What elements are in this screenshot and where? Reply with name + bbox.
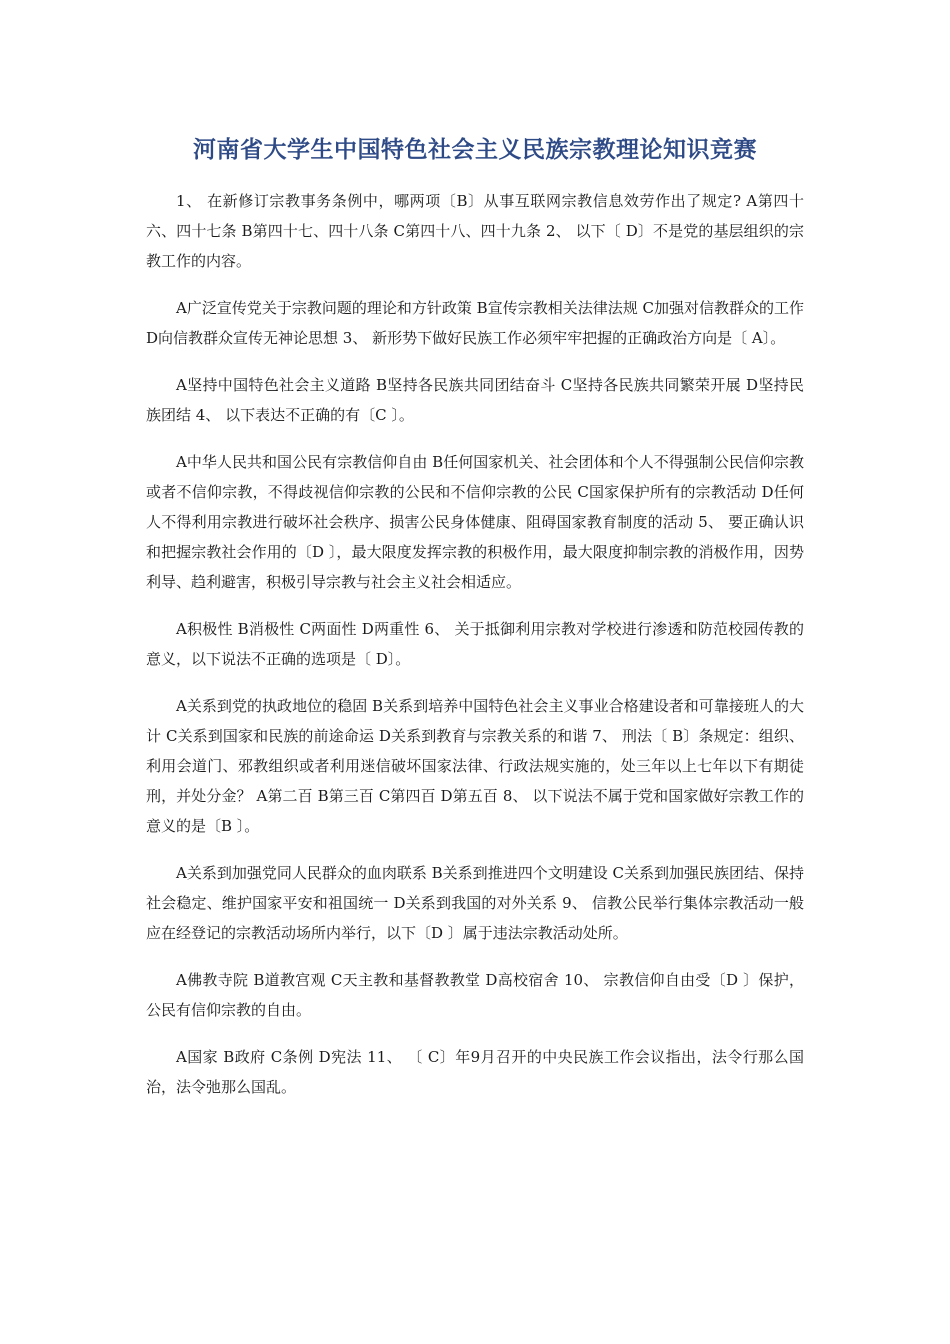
document-page	[146, 128, 804, 1102]
paragraph-4: A中华人民共和国公民有宗教信仰自由 B任何国家机关、社会团体和个人不得强制公民信仰宗教或者不信仰宗教，不得歧视信仰宗教的公民和不信仰宗教的公民 C国家保护所有的宗教活动 D任何人不得利用宗教进行破坏社会秩序、损害公民身体健康、阻碍国家教育制度的活动 5、 要正确认识和把握宗教社会作用的〔D 〕，最大限度发挥宗教的积极作用，最大限度抑制宗教的消极作用，因势利导、趋利避害，积极引导宗教与社会主义社会相适应。	[146, 453, 804, 591]
paragraph-8: A佛教寺院 B道教宫观 C天主教和基督教教堂 D高校宿舍 10、 宗教信仰自由受〔D 〕保护，公民有信仰宗教的自由。	[146, 971, 804, 1019]
paragraph-2: A广泛宣传党关于宗教问题的理论和方针政策 B宣传宗教相关法律法规 C加强对信教群众的工作 D向信教群众宣传无神论思想 3、 新形势下做好民族工作必须牢牢把握的正确政治方向是〔 A〕。	[146, 299, 804, 347]
paragraph-1: 1、 在新修订宗教事务条例中，哪两项〔B〕从事互联网宗教信息效劳作出了规定? A第四十六、四十七条 B第四十七、四十八条 C第四十八、四十九条 2、 以下〔 D〕不是党的基层组织的宗教工作的内容。	[146, 192, 804, 270]
paragraph-3: A坚持中国特色社会主义道路 B坚持各民族共同团结奋斗 C坚持各民族共同繁荣开展 D坚持民族团结 4、 以下表达不正确的有〔C 〕。	[146, 376, 804, 424]
paragraph-9: A国家 B政府 C条例 D宪法 11、 〔 C〕年9月召开的中央民族工作会议指出，法令行那么国治，法令弛那么国乱。	[146, 1048, 804, 1096]
paragraph-6: A关系到党的执政地位的稳固 B关系到培养中国特色社会主义事业合格建设者和可靠接班人的大计 C关系到国家和民族的前途命运 D关系到教育与宗教关系的和谐 7、 刑法〔 B〕条规定：组织、利用会道门、邪教组织或者利用迷信破坏国家法律、行政法规实施的，处三年以上七年以下有期徒刑，并处分金？ A第二百 B第三百 C第四百 D第五百 8、 以下说法不属于党和国家做好宗教工作的意义的是〔B 〕。	[146, 697, 804, 835]
document-title: 河南省大学生中国特色社会主义民族宗教理论知识竞赛	[193, 137, 757, 163]
paragraph-7: A关系到加强党同人民群众的血肉联系 B关系到推进四个文明建设 C关系到加强民族团结、保持社会稳定、维护国家平安和祖国统一 D关系到我国的对外关系 9、 信教公民举行集体宗教活动一般应在经登记的宗教活动场所内举行，以下〔D 〕属于违法宗教活动处所。	[146, 864, 804, 942]
paragraph-5: A积极性 B消极性 C两面性 D两重性 6、 关于抵御利用宗教对学校进行渗透和防范校园传教的意义，以下说法不正确的选项是〔 D〕。	[146, 620, 804, 668]
